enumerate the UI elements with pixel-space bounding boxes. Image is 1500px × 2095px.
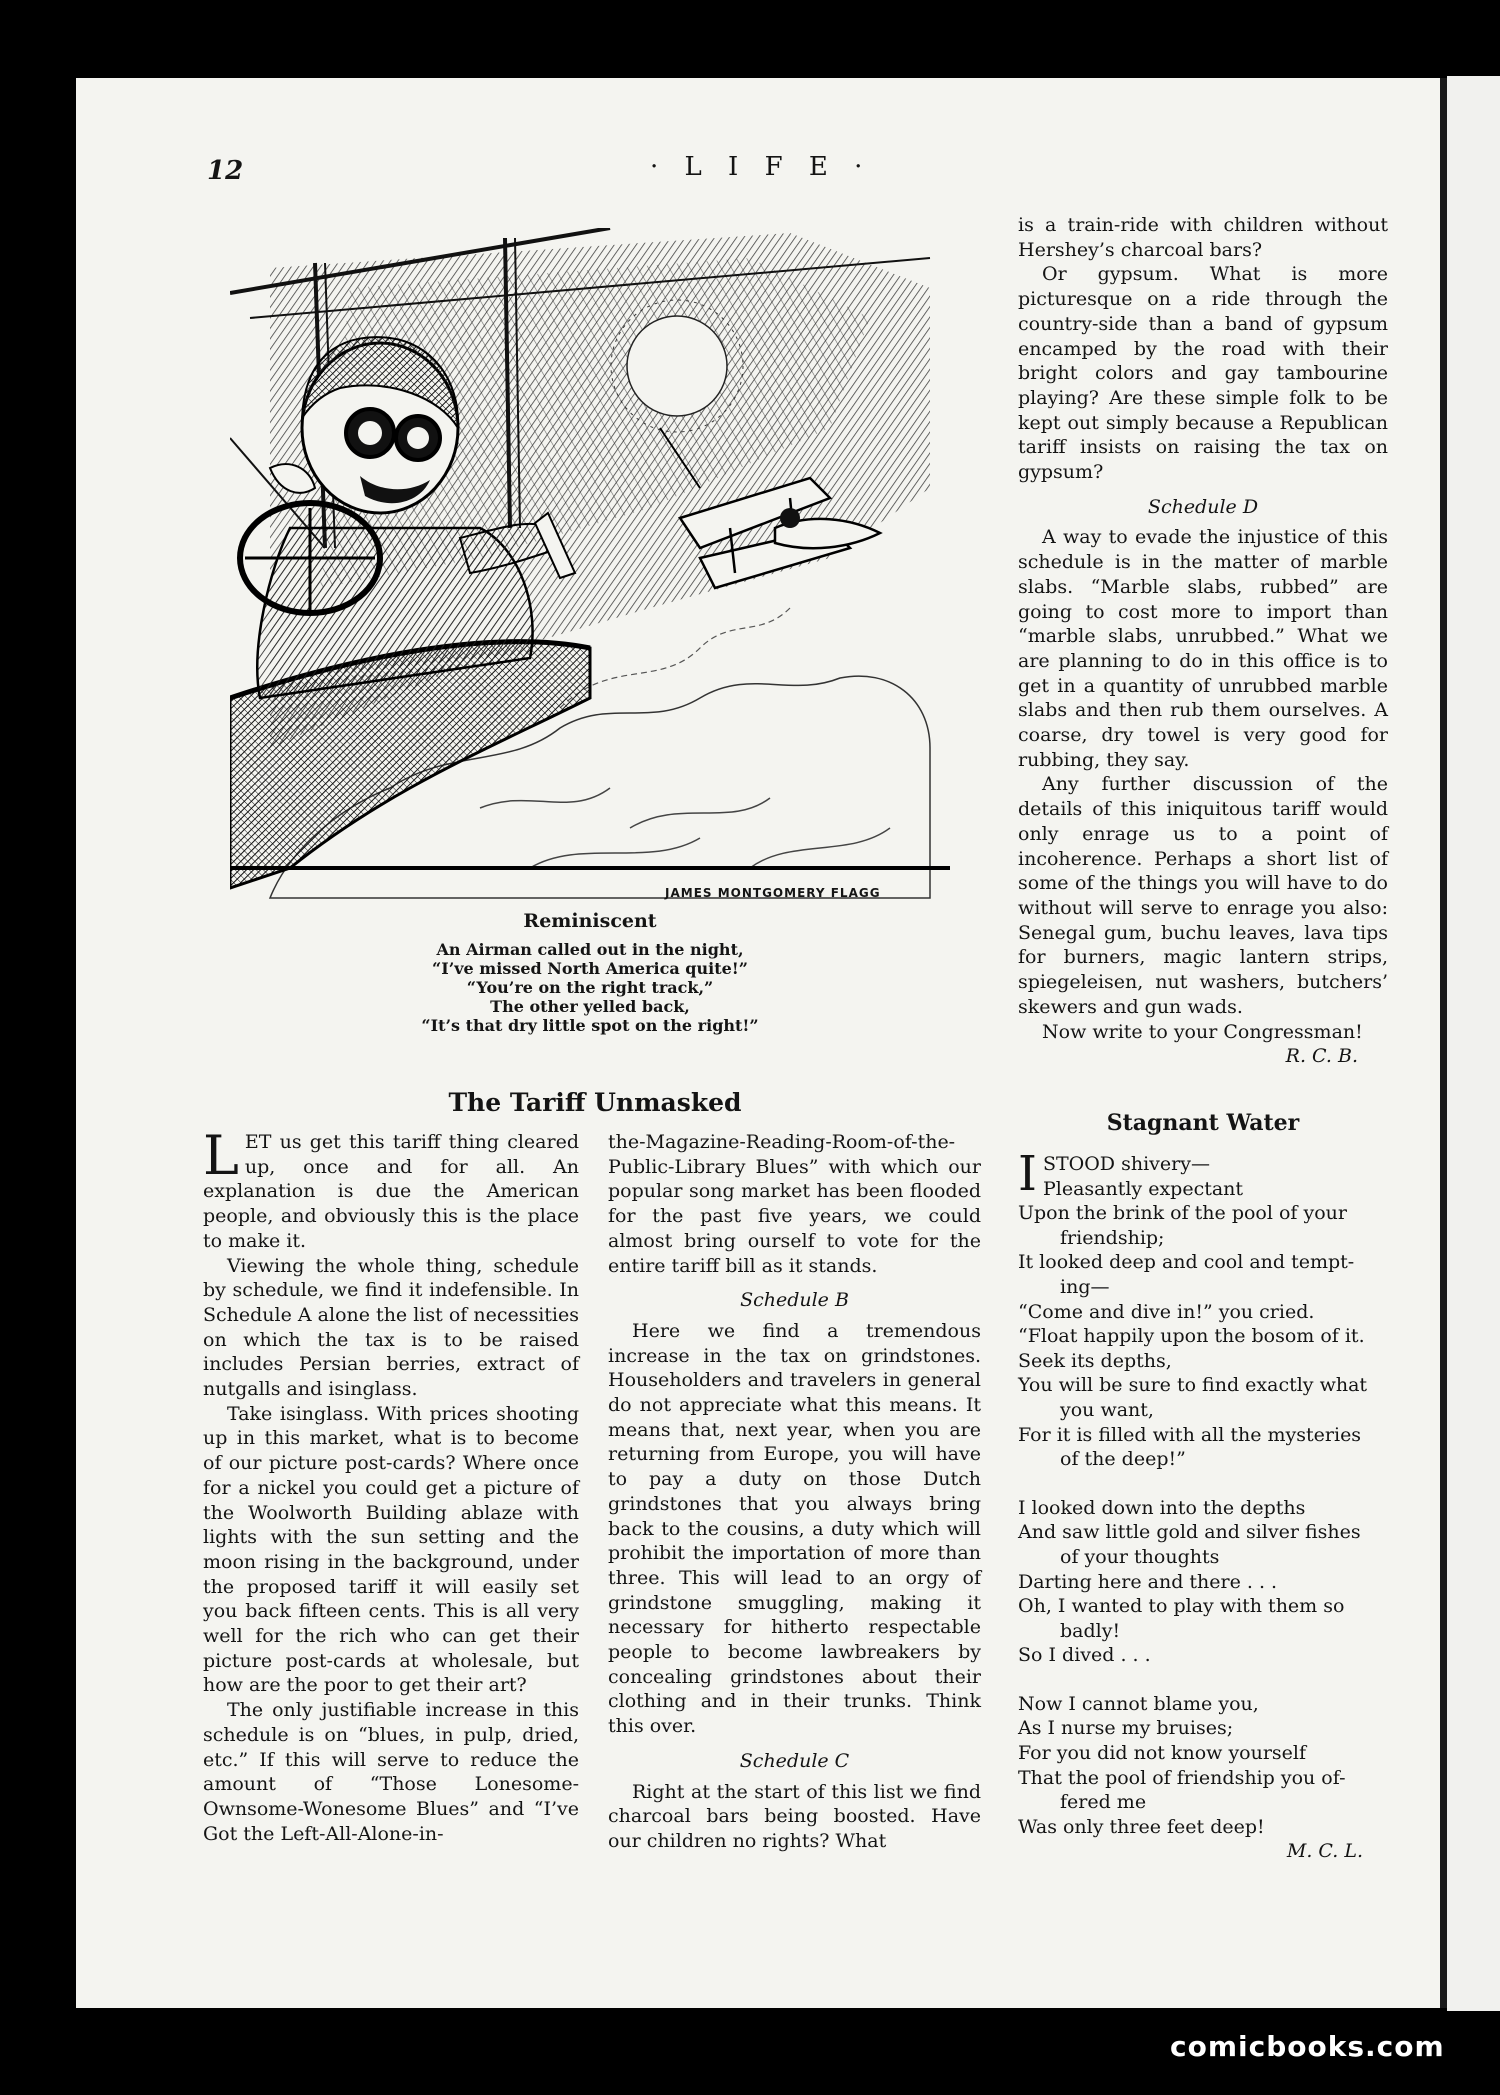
poem-line: Was only three feet deep! <box>1018 1815 1265 1838</box>
masthead-title: · L I F E · <box>650 152 872 182</box>
article-paragraph: Take isinglass. With prices shooting up in this market, what is to become of our picture post-cards? Where once for a nickel you could get a picture of the Woolworth Building ablaze with lights with the sun setting and the moon rising in the background, under the proposed tariff it will easily set you back fifteen cents. This is all very well for the rich who can get their picture post-cards at wholesale, but how are the poor to get their art? <box>203 1402 579 1697</box>
poem-line: I looked down into the depths <box>1018 1496 1306 1519</box>
verse-line: “You’re on the right track,” <box>466 978 714 997</box>
poem-line: of your thoughts <box>1060 1545 1220 1568</box>
poem-body <box>1018 1146 1393 1864</box>
poem-line: “Float happily upon the bosom of it. <box>1018 1325 1365 1348</box>
verse-line: The other yelled back, <box>490 997 690 1016</box>
article-paragraph: The only justifiable increase in this schedule is on “blues, in pulp, dried, etc.” If this will serve to reduce the amount of “Those Lonesome-Ownsome-Wonesome Blues” and “I’ve Got the Left-All-Alone-in- <box>203 1699 579 1845</box>
poem-line: “Come and dive in!” you cried. <box>1018 1300 1315 1323</box>
next-page-edge <box>1447 76 1500 2011</box>
airman-cartoon-illustration <box>230 228 950 903</box>
poem-line: For you did not know yourself <box>1018 1742 1307 1765</box>
poem-line: fered me <box>1060 1791 1147 1814</box>
article-paragraph: A way to evade the injustice of this schedule is in the matter of marble slabs. “Marble slabs, rubbed” are going to cost more to import than “marble slabs, unrubbed.” What we are planning to do in this office is to get in a quantity of unrubbed marble slabs and then rub them ourselves. A coarse, dry towel is very good for rubbing, they say. <box>1018 526 1388 771</box>
drop-cap: I <box>1018 1146 1037 1202</box>
article-title: The Tariff Unmasked <box>448 1088 742 1117</box>
verse-line: “I’ve missed North America quite!” <box>432 959 748 978</box>
verse-line: An Airman called out in the night, <box>436 940 744 959</box>
poem-line: That the pool of friendship you of- <box>1018 1766 1346 1789</box>
poem-line: of the deep!” <box>1060 1448 1186 1471</box>
site-watermark: comicbooks.com <box>1170 2030 1445 2063</box>
poem-line: friendship; <box>1060 1226 1165 1249</box>
poem-line: So I dived . . . <box>1018 1644 1151 1667</box>
poem-line: Upon the brink of the pool of your <box>1018 1202 1347 1225</box>
article-column-3 <box>1018 213 1388 1069</box>
article-paragraph: Here we find a tremendous increase in the tax on grindstones. Householders and travelers in general do not appreciate what this means. It means that, next year, when you are returning from Europe, you will have to pay a duty on those Dutch grindstones that you always bring back to the cousins, a duty which will prohibit the importation of more than three. This will lead to an orgy of grindstone smuggling, making it necessary for hitherto respectable people to become lawbreakers by concealing grindstones about their clothing and in their trunks. Think this over. <box>608 1319 981 1738</box>
poem-line: ISTOOD shivery— <box>1018 1146 1210 1202</box>
article-column-1 <box>203 1124 579 1846</box>
poem-line: ing— <box>1060 1275 1110 1298</box>
poem-line: you want, <box>1060 1398 1154 1421</box>
article-paragraph: Viewing the whole thing, schedule by schedule, we find it indefensible. In Schedule A alone the list of necessities on which the tax is to be raised includes Persian berries, extract of nutgalls and isinglass. <box>203 1254 579 1401</box>
stanza-break <box>1018 1472 1393 1496</box>
page-number: 12 <box>207 156 244 186</box>
article-paragraph: is a train-ride with children without Hershey’s charcoal bars? <box>1018 214 1388 261</box>
poem-line: Pleasantly expectant <box>1042 1177 1244 1200</box>
poem-signoff: M. C. L. <box>1286 1840 1363 1863</box>
poem-line: Darting here and there . . . <box>1018 1570 1278 1593</box>
poem-line: And saw little gold and silver fishes <box>1018 1521 1361 1544</box>
schedule-heading: Schedule C <box>739 1749 850 1772</box>
poem-line: You will be sure to find exactly what <box>1018 1374 1368 1397</box>
article-paragraph: Right at the start of this list we find charcoal bars being boosted. Have our children no rights? What <box>608 1780 981 1852</box>
article-column-2 <box>608 1130 981 1854</box>
cartoon-caption-title: Reminiscent <box>523 910 657 932</box>
article-paragraph: Or gypsum. What is more picturesque on a ride through the country-side than a band of gypsum encamped by the road with their bright colors and gay tambourine playing? Are these simple folk to be kept out simply because a Republican tariff insists on raising the tax on gypsum? <box>1018 263 1388 484</box>
article-paragraph: the-Magazine-Reading-Room-of-the-Public-Library Blues” with which our popular song market has been flooded for the past five years, we could almost bring ourself to vote for the entire tariff bill as it stands. <box>608 1131 981 1277</box>
poem-line: Seek its depths, <box>1018 1349 1172 1372</box>
article-signoff: R. C. B. <box>1285 1045 1358 1068</box>
poem-title: Stagnant Water <box>1106 1110 1300 1136</box>
verse-line: “It’s that dry little spot on the right!” <box>421 1016 759 1035</box>
article-paragraph: LET us get this tariff thing cleared up, once and for all. An explanation is due the American people, and obviously this is the place to make it. <box>203 1124 579 1252</box>
schedule-heading: Schedule D <box>1147 495 1259 518</box>
poem-line: It looked deep and cool and tempt- <box>1018 1251 1355 1274</box>
drop-cap: L <box>203 1124 239 1187</box>
poem-line: For it is filled with all the mysteries <box>1018 1423 1362 1446</box>
stanza-break <box>1018 1668 1393 1692</box>
article-paragraph: Any further discussion of the details of this iniquitous tariff would only enrage us to a point of incoherence. Perhaps a short list of some of the things you will have to do without will serve to enrage you also: Senegal gum, buchu leaves, lava tips for burners, magic lantern strips, spiegeleisen, nut washers, butchers’ skewers and gun wads. <box>1018 773 1388 1018</box>
article-paragraph: Now write to your Congressman! <box>1042 1020 1363 1043</box>
poem-line: Oh, I wanted to play with them so <box>1018 1595 1345 1618</box>
cartoon-caption-verse <box>230 940 950 1035</box>
poem-line: Now I cannot blame you, <box>1018 1692 1259 1715</box>
artist-signature: JAMES MONTGOMERY FLAGG <box>665 886 881 900</box>
poem-line: badly! <box>1060 1619 1121 1642</box>
poem-line: As I nurse my bruises; <box>1018 1717 1234 1740</box>
schedule-heading: Schedule B <box>740 1289 849 1312</box>
